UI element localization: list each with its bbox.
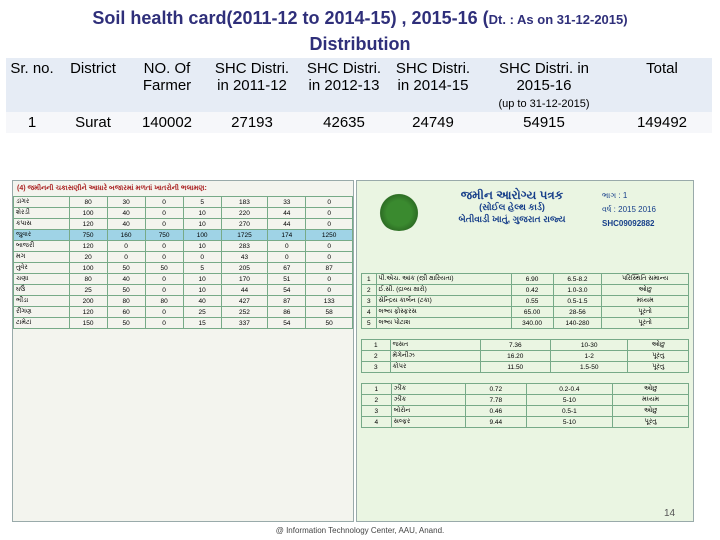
card-table-row (362, 318, 689, 329)
card-table-cell: 3 (362, 362, 391, 373)
card-table-cell: 10 (183, 285, 221, 296)
card-table-cell: પી.એચ. આંક (સ્ત્રી ક્ષારિયતા) (376, 274, 511, 285)
title-note: Dt. : As on 31-12-2015) (488, 12, 628, 27)
card-table-row (362, 417, 689, 428)
crop-name: કપાસ (14, 219, 70, 230)
card-table-row (362, 351, 689, 362)
card-table-cell: 750 (69, 230, 107, 241)
card-title-line-2: (સોઈલ હેલ્થ કાર્ડ) (479, 202, 545, 212)
card-serial: SHC09092882 (602, 219, 655, 228)
card-table-cell: 11.50 (480, 362, 550, 373)
cell-farmers: 140002 (141, 114, 193, 131)
card-table-cell: 174 (268, 230, 306, 241)
soil-test-table (361, 273, 689, 329)
card-table-cell: જસત (390, 340, 480, 351)
card-table-cell: 0 (145, 241, 183, 252)
card-table-cell: 200 (69, 296, 107, 307)
title-line-2: Distribution (309, 34, 411, 54)
card-table-cell: 0 (306, 285, 353, 296)
crop-name: તુવેર (14, 263, 70, 274)
card-table-cell: 10 (183, 241, 221, 252)
card-table-cell: ઈ.સી. (દ્રાવ્ય ક્ષારો) (376, 285, 511, 296)
card-table-cell: 0 (145, 208, 183, 219)
card-table-cell: 0 (306, 274, 353, 285)
card-table-cell: 0.42 (511, 285, 553, 296)
card-table-cell: મધ્યમ (613, 395, 689, 406)
card-table-row (362, 340, 689, 351)
card-table-cell: ઓછુ (613, 406, 689, 417)
crop-name: ચણા (14, 274, 70, 285)
card-table-cell: 40 (107, 208, 145, 219)
card-table-row (14, 252, 353, 263)
card-table-cell: 67 (268, 263, 306, 274)
card-table-cell: 87 (268, 296, 306, 307)
fertilizer-table (13, 196, 353, 329)
header-sr-no: Sr. no. (10, 60, 54, 77)
card-table-cell: 0 (306, 252, 353, 263)
crop-name: બાજરી (14, 241, 70, 252)
card-table-cell: 100 (69, 263, 107, 274)
slide-title (0, 6, 720, 56)
card-table-row (362, 406, 689, 417)
card-table-cell: 50 (306, 318, 353, 329)
card-table-cell: 0 (268, 252, 306, 263)
card-table-cell: 0 (145, 307, 183, 318)
card-table-cell: 30 (107, 197, 145, 208)
card-table-row (14, 274, 353, 285)
crop-name: જુવાર (14, 230, 70, 241)
card-table-cell: 170 (221, 274, 268, 285)
table-row (6, 112, 712, 133)
card-table-cell: ઝીંક (391, 384, 465, 395)
card-table-cell: 7.78 (466, 395, 527, 406)
card-table-row (14, 208, 353, 219)
card-table-cell: 87 (306, 263, 353, 274)
card-table-cell: 0 (306, 241, 353, 252)
header-district: District (70, 60, 116, 77)
card-table-cell: 50 (107, 318, 145, 329)
card-table-cell: 10-30 (550, 340, 628, 351)
card-table-cell: 2 (362, 395, 392, 406)
soil-card-front-image (356, 180, 694, 522)
soil-card-back-image (12, 180, 354, 522)
card-table-cell: 9.44 (466, 417, 527, 428)
card-table-cell: 1 (362, 274, 377, 285)
card-table-cell: પૂરતુ (628, 362, 689, 373)
card-table-cell: 33 (268, 197, 306, 208)
card-table-cell: 427 (221, 296, 268, 307)
card-table-cell: 283 (221, 241, 268, 252)
crop-name: રીંગણ (14, 307, 70, 318)
card-table-cell: 16.20 (480, 351, 550, 362)
crop-name: ટામેટાં (14, 318, 70, 329)
card-table-cell: 25 (183, 307, 221, 318)
card-table-cell: 0 (145, 318, 183, 329)
card-left-intro: (4) જમીનની ચકાસણીને આધારે બજારમાં મળતાં ખાતરોની ભલામણ: (17, 185, 207, 192)
header-total: Total (646, 60, 678, 77)
header-2015-16-note: (up to 31-12-2015) (498, 98, 590, 110)
micronutrient-table (361, 339, 689, 373)
card-meta (602, 189, 688, 231)
crop-name: મગ (14, 252, 70, 263)
card-table-cell: 183 (221, 197, 268, 208)
card-table-row (14, 219, 353, 230)
card-table-cell: 44 (268, 219, 306, 230)
card-table-cell: 4 (362, 417, 392, 428)
card-table-cell: લભ્ય ફોસ્ફરસ (376, 307, 511, 318)
card-table-cell: 100 (183, 230, 221, 241)
cell-sr-no: 1 (27, 114, 37, 131)
card-table-cell: પૂરતુ (628, 351, 689, 362)
card-table-cell: પૂરતો (602, 318, 689, 329)
card-table-cell: 340.00 (511, 318, 553, 329)
card-table-row (14, 230, 353, 241)
card-table-cell: 0.46 (466, 406, 527, 417)
card-table-cell: 5-10 (526, 395, 613, 406)
card-table-cell: 160 (107, 230, 145, 241)
card-table-cell: 5 (362, 318, 377, 329)
card-table-row (362, 307, 689, 318)
title-main-text: Soil health card(2011-12 to 2014-15) , 2015-16 ( (92, 8, 489, 28)
card-table-cell: 1250 (306, 230, 353, 241)
cell-2011-12: 27193 (231, 114, 273, 131)
card-title-line-3: બેતીવાડી ખાતું, ગુજરાત રાજ્ય (458, 214, 566, 224)
card-table-cell: 10 (183, 208, 221, 219)
cell-2012-13: 42635 (323, 114, 365, 131)
card-table-cell: પૂરતુ (613, 417, 689, 428)
card-table-cell: 0 (107, 252, 145, 263)
crop-name: શેરડી (14, 208, 70, 219)
card-table-cell: 1725 (221, 230, 268, 241)
header-farmers: NO. Of Farmer (142, 60, 192, 94)
card-table-row (362, 362, 689, 373)
card-table-cell: 220 (221, 208, 268, 219)
card-title (427, 189, 597, 225)
card-table-row (14, 285, 353, 296)
card-table-cell: 50 (107, 285, 145, 296)
card-table-cell: 6.5-8.2 (553, 274, 602, 285)
card-table-cell: 51 (268, 274, 306, 285)
card-table-cell: 40 (107, 219, 145, 230)
card-table-row (14, 307, 353, 318)
cell-district: Surat (75, 114, 111, 131)
card-table-cell: કોપર (390, 362, 480, 373)
card-table-cell: લભ્ય પોટાશ (376, 318, 511, 329)
card-table-row (14, 197, 353, 208)
card-table-cell: 28-56 (553, 307, 602, 318)
card-table-cell: 40 (107, 274, 145, 285)
header-2012-13: SHC Distri. in 2012-13 (306, 60, 382, 94)
card-table-cell: 1 (362, 384, 392, 395)
card-table-cell: 0 (145, 219, 183, 230)
card-table-cell: 0 (306, 208, 353, 219)
card-table-cell: મેંગેનીઝ (390, 351, 480, 362)
card-table-cell: 0 (145, 285, 183, 296)
card-table-cell: 2 (362, 351, 391, 362)
card-table-cell: પૂરતો (602, 307, 689, 318)
page-number: 14 (664, 508, 676, 519)
card-table-cell: 50 (145, 263, 183, 274)
card-table-cell: 0 (268, 241, 306, 252)
card-table-cell: 3 (362, 406, 392, 417)
card-table-cell: 150 (69, 318, 107, 329)
card-table-cell: ઓછુ (628, 340, 689, 351)
card-table-cell: 5-10 (526, 417, 613, 428)
card-table-row (362, 395, 689, 406)
crop-name: ડાંગર (14, 197, 70, 208)
crop-name: ઘઉં (14, 285, 70, 296)
card-table-cell: સેન્દ્રિય કાર્બન (ટકા) (376, 296, 511, 307)
card-table-cell: 1.0-3.0 (553, 285, 602, 296)
table-header-row (6, 58, 712, 112)
card-table-cell: ઓછુ (602, 285, 689, 296)
card-table-cell: 270 (221, 219, 268, 230)
footer-credit: @ Information Technology Center, AAU, Anand. (275, 526, 445, 535)
card-table-cell: સલ્ફર (391, 417, 465, 428)
card-table-cell: 0.72 (466, 384, 527, 395)
card-table-row (362, 274, 689, 285)
card-table-cell: 80 (69, 274, 107, 285)
card-table-cell: 0 (306, 197, 353, 208)
card-table-cell: 750 (145, 230, 183, 241)
card-table-cell: 54 (268, 285, 306, 296)
header-2015-16 (476, 58, 612, 112)
card-table-cell: 5 (183, 263, 221, 274)
card-table-cell: 205 (221, 263, 268, 274)
card-table-cell: 0 (107, 241, 145, 252)
card-table-cell: 0.55 (511, 296, 553, 307)
card-table-cell: 86 (268, 307, 306, 318)
card-table-cell: 0 (183, 252, 221, 263)
card-table-cell: 0 (306, 219, 353, 230)
card-table-cell: 120 (69, 219, 107, 230)
card-title-line-1: જમીન આરોગ્ય પત્રક (460, 188, 564, 202)
card-table-cell: 60 (107, 307, 145, 318)
card-table-cell: મધ્યમ (602, 296, 689, 307)
card-table-cell: 5 (183, 197, 221, 208)
distribution-table (6, 58, 712, 133)
title-line-1 (0, 6, 720, 32)
card-table-cell: 100 (69, 208, 107, 219)
card-table-cell: 65.00 (511, 307, 553, 318)
card-year: વર્ષ : 2015 2016 (602, 205, 656, 214)
card-table-cell: 0 (145, 197, 183, 208)
card-table-row (362, 285, 689, 296)
card-table-cell: ઝીંક (391, 395, 465, 406)
card-table-row (362, 296, 689, 307)
card-table-row (14, 263, 353, 274)
cell-2015-16: 54915 (523, 114, 565, 131)
card-table-cell: 6.90 (511, 274, 553, 285)
card-table-cell: 0.5-1 (526, 406, 613, 417)
cell-total: 149492 (636, 114, 688, 131)
card-table-cell: 3 (362, 296, 377, 307)
card-table-row (14, 318, 353, 329)
card-table-cell: 140-280 (553, 318, 602, 329)
secondary-nutrient-table (361, 383, 689, 428)
card-logo-icon (377, 191, 421, 231)
card-table-cell: 15 (183, 318, 221, 329)
crop-name: ભીંડા (14, 296, 70, 307)
card-table-cell: 80 (69, 197, 107, 208)
card-table-row (14, 241, 353, 252)
card-table-cell: 252 (221, 307, 268, 318)
header-2014-15: SHC Distri. in 2014-15 (395, 60, 471, 94)
card-table-cell: 10 (183, 219, 221, 230)
cell-2014-15: 24749 (412, 114, 454, 131)
card-table-cell: 25 (69, 285, 107, 296)
header-2011-12: SHC Distri. in 2011-12 (214, 60, 290, 94)
card-table-cell: 120 (69, 307, 107, 318)
card-table-cell: 0.2-0.4 (526, 384, 613, 395)
card-table-cell: 54 (268, 318, 306, 329)
card-table-cell: 120 (69, 241, 107, 252)
card-table-cell: બોરોન (391, 406, 465, 417)
card-table-cell: 2 (362, 285, 377, 296)
card-table-cell: 337 (221, 318, 268, 329)
card-table-cell: ઓછુ (613, 384, 689, 395)
card-table-cell: 20 (69, 252, 107, 263)
card-table-cell: 0.5-1.5 (553, 296, 602, 307)
card-table-cell: 40 (183, 296, 221, 307)
card-table-row (362, 384, 689, 395)
card-table-cell: પરિસ્થિતિ સમાન્ય (602, 274, 689, 285)
header-2015-16-label: SHC Distri. in 2015-16 (498, 60, 589, 94)
card-table-cell: 133 (306, 296, 353, 307)
card-table-cell: 10 (183, 274, 221, 285)
card-table-row (14, 296, 353, 307)
card-table-cell: 80 (107, 296, 145, 307)
card-table-cell: 1.5-50 (550, 362, 628, 373)
card-table-cell: 7.36 (480, 340, 550, 351)
card-table-cell: 0 (145, 252, 183, 263)
card-part: ભાગ : 1 (602, 191, 628, 200)
card-table-cell: 44 (268, 208, 306, 219)
card-table-cell: 44 (221, 285, 268, 296)
card-table-cell: 0 (145, 274, 183, 285)
card-table-cell: 80 (145, 296, 183, 307)
card-table-cell: 43 (221, 252, 268, 263)
card-table-cell: 4 (362, 307, 377, 318)
card-table-cell: 50 (107, 263, 145, 274)
card-table-cell: 1 (362, 340, 391, 351)
card-table-cell: 1-2 (550, 351, 628, 362)
card-table-cell: 58 (306, 307, 353, 318)
